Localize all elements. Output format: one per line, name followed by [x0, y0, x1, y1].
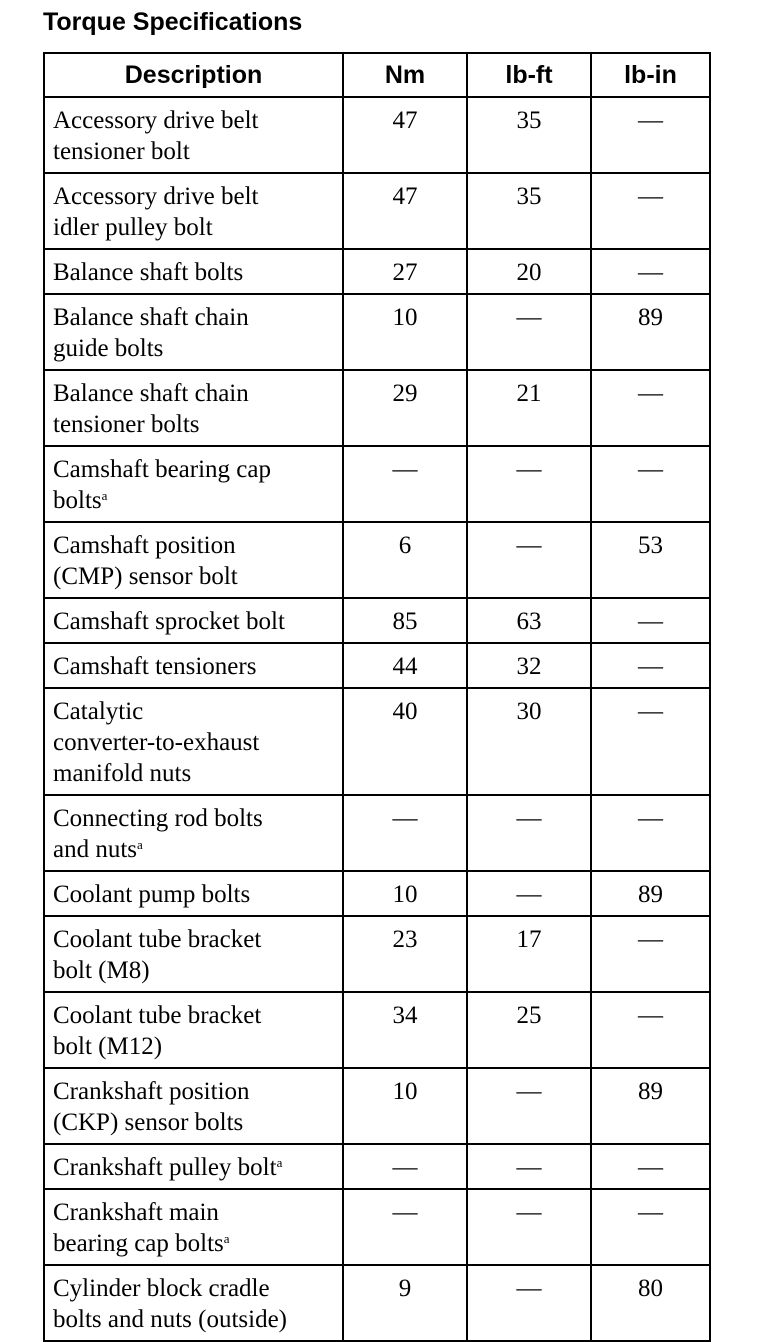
description-line: Camshaft position: [53, 532, 236, 559]
description-cell: [44, 1265, 343, 1341]
nm-cell: 27: [343, 249, 467, 294]
lbin-cell: —: [591, 370, 710, 446]
description-line: bolts and nuts (outside): [53, 1306, 288, 1333]
description-cell: [44, 992, 343, 1068]
table-row: [44, 916, 710, 992]
description-line: bolt (M12): [53, 1033, 163, 1060]
description-cell: [44, 643, 343, 688]
description-cell: [44, 97, 343, 173]
lbin-cell: —: [591, 1189, 710, 1265]
description-line: and nuts: [53, 836, 138, 863]
lbin-cell: —: [591, 688, 710, 795]
nm-cell: 6: [343, 522, 467, 598]
lbft-cell: —: [467, 1189, 591, 1265]
description-line: (CKP) sensor bolts: [53, 1109, 244, 1136]
lbft-cell: 35: [467, 173, 591, 249]
description-line: Cylinder block cradle: [53, 1275, 270, 1302]
lbin-cell: —: [591, 1144, 710, 1189]
nm-cell: 10: [343, 1068, 467, 1144]
description-line: tensioner bolts: [53, 411, 200, 438]
header-lbft: lb-ft: [467, 53, 591, 97]
nm-cell: —: [343, 1189, 467, 1265]
lbin-cell: —: [591, 173, 710, 249]
lbin-cell: —: [591, 916, 710, 992]
table-row: [44, 370, 710, 446]
description-cell: [44, 795, 343, 871]
table-row: [44, 249, 710, 294]
table-header-row: [44, 53, 710, 97]
lbin-cell: —: [591, 97, 710, 173]
lbft-cell: 30: [467, 688, 591, 795]
description-cell: [44, 688, 343, 795]
lbft-cell: 20: [467, 249, 591, 294]
lbft-cell: —: [467, 795, 591, 871]
description-line: idler pulley bolt: [53, 214, 213, 241]
table-body: [44, 97, 710, 1341]
lbin-cell: —: [591, 249, 710, 294]
description-cell: [44, 1189, 343, 1265]
header-description: Description: [44, 53, 343, 97]
nm-cell: 10: [343, 871, 467, 916]
nm-cell: 40: [343, 688, 467, 795]
table-row: [44, 992, 710, 1068]
description-line: Accessory drive belt: [53, 107, 259, 134]
description-line: bolts: [53, 487, 102, 514]
lbin-cell: 89: [591, 1068, 710, 1144]
table-row: [44, 598, 710, 643]
description-cell: [44, 916, 343, 992]
description-line: Camshaft bearing cap: [53, 456, 271, 483]
description-line: guide bolts: [53, 335, 164, 362]
lbin-cell: 53: [591, 522, 710, 598]
description-line: (CMP) sensor bolt: [53, 563, 238, 590]
lbft-cell: —: [467, 522, 591, 598]
lbft-cell: 32: [467, 643, 591, 688]
nm-cell: —: [343, 1144, 467, 1189]
description-line: Accessory drive belt: [53, 183, 259, 210]
header-nm: Nm: [343, 53, 467, 97]
table-row: [44, 688, 710, 795]
nm-cell: 34: [343, 992, 467, 1068]
lbft-cell: —: [467, 294, 591, 370]
table-row: [44, 522, 710, 598]
lbft-cell: 63: [467, 598, 591, 643]
description-cell: [44, 522, 343, 598]
page-title: Torque Specifications: [43, 8, 303, 36]
description-line: Coolant pump bolts: [53, 881, 251, 908]
lbft-cell: 25: [467, 992, 591, 1068]
nm-cell: 29: [343, 370, 467, 446]
table-row: [44, 871, 710, 916]
lbin-cell: 89: [591, 294, 710, 370]
description-line: Balance shaft bolts: [53, 259, 244, 286]
description-cell: [44, 294, 343, 370]
lbft-cell: —: [467, 1068, 591, 1144]
description-line: bearing cap bolts: [53, 1230, 224, 1257]
table-row: [44, 643, 710, 688]
description-cell: [44, 370, 343, 446]
table-row: [44, 446, 710, 522]
table-row: [44, 1189, 710, 1265]
lbin-cell: —: [591, 598, 710, 643]
nm-cell: 85: [343, 598, 467, 643]
lbft-cell: 17: [467, 916, 591, 992]
nm-cell: 23: [343, 916, 467, 992]
description-line: bolt (M8): [53, 957, 150, 984]
description-cell: [44, 249, 343, 294]
lbin-cell: —: [591, 992, 710, 1068]
nm-cell: 47: [343, 97, 467, 173]
description-line: Connecting rod bolts: [53, 805, 263, 832]
torque-specifications-table: [43, 52, 711, 1342]
description-line: converter-to-exhaust: [53, 729, 260, 756]
lbin-cell: —: [591, 446, 710, 522]
table-row: [44, 1265, 710, 1341]
nm-cell: 44: [343, 643, 467, 688]
lbin-cell: 80: [591, 1265, 710, 1341]
description-cell: [44, 1144, 343, 1189]
table-row: [44, 1068, 710, 1144]
description-line: Balance shaft chain: [53, 380, 249, 407]
footnote-marker: a: [276, 1155, 283, 1170]
description-cell: [44, 173, 343, 249]
description-line: tensioner bolt: [53, 138, 190, 165]
lbin-cell: —: [591, 795, 710, 871]
description-cell: [44, 446, 343, 522]
description-line: Catalytic: [53, 698, 144, 725]
description-cell: [44, 1068, 343, 1144]
lbft-cell: —: [467, 1265, 591, 1341]
nm-cell: —: [343, 795, 467, 871]
description-line: Balance shaft chain: [53, 304, 249, 331]
table-row: [44, 294, 710, 370]
table-row: [44, 1144, 710, 1189]
lbin-cell: —: [591, 643, 710, 688]
nm-cell: 47: [343, 173, 467, 249]
description-line: Crankshaft main: [53, 1199, 219, 1226]
lbft-cell: 21: [467, 370, 591, 446]
lbft-cell: 35: [467, 97, 591, 173]
description-cell: [44, 598, 343, 643]
description-cell: [44, 871, 343, 916]
description-line: Coolant tube bracket: [53, 926, 262, 953]
table-row: [44, 795, 710, 871]
table-row: [44, 173, 710, 249]
description-line: Crankshaft pulley bolt: [53, 1154, 277, 1181]
description-line: Camshaft tensioners: [53, 653, 257, 680]
footnote-marker: a: [101, 488, 108, 503]
footnote-marker: a: [137, 837, 143, 852]
table-row: [44, 97, 710, 173]
lbin-cell: 89: [591, 871, 710, 916]
lbft-cell: —: [467, 1144, 591, 1189]
nm-cell: —: [343, 446, 467, 522]
nm-cell: 10: [343, 294, 467, 370]
lbft-cell: —: [467, 446, 591, 522]
description-line: manifold nuts: [53, 760, 192, 787]
lbft-cell: —: [467, 871, 591, 916]
header-lbin: lb-in: [591, 53, 710, 97]
description-line: Coolant tube bracket: [53, 1002, 262, 1029]
nm-cell: 9: [343, 1265, 467, 1341]
description-line: Crankshaft position: [53, 1078, 250, 1105]
description-line: Camshaft sprocket bolt: [53, 608, 285, 635]
footnote-marker: a: [223, 1231, 230, 1246]
